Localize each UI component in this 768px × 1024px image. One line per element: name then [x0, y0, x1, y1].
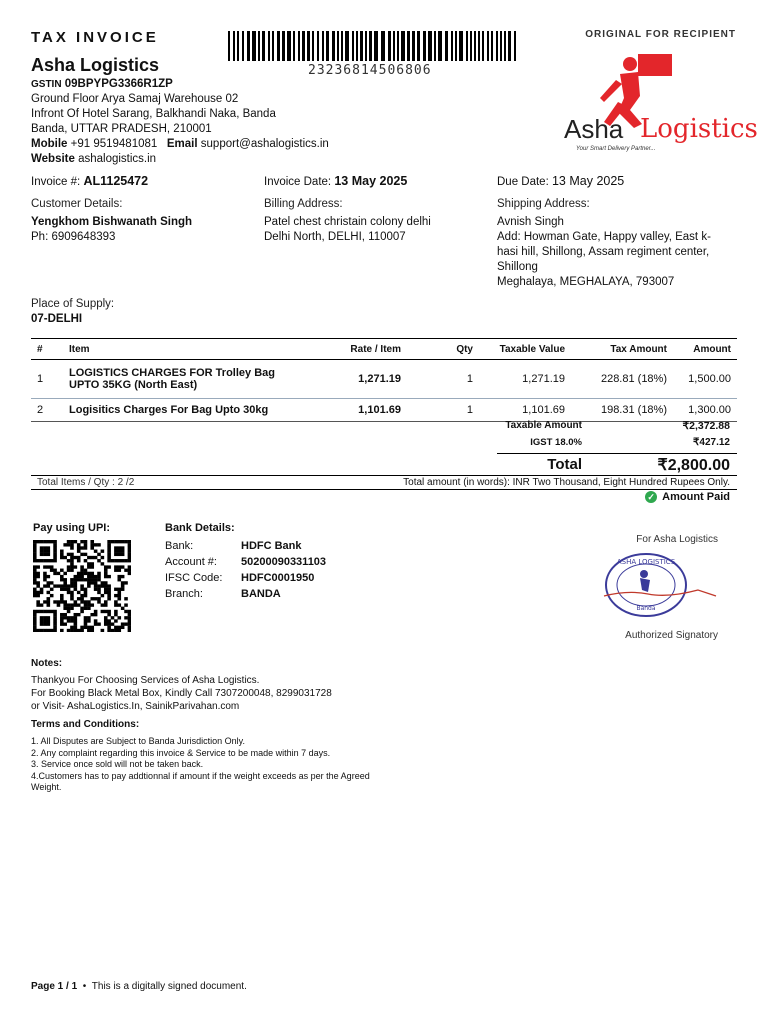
upi-qr-code[interactable] [33, 540, 131, 632]
company-logo [560, 50, 758, 160]
table-row: 2 Logisitics Charges For Bag Upto 30kg 1,101.69 1 1,101.69 198.31 (18%) 1,300.00 [31, 399, 737, 422]
page-number: Page 1 / 1 [31, 981, 78, 992]
svg-text:ASHA LOGISTICS: ASHA LOGISTICS [616, 558, 676, 566]
igst-label: IGST 18.0% [530, 437, 582, 448]
total-label: Total [547, 456, 582, 473]
table-header: # Item Rate / Item Qty Taxable Value Tax Amount Amount [31, 339, 737, 360]
bank-details-label: Bank Details: [165, 522, 235, 534]
check-icon: ✓ [645, 491, 657, 503]
signed-notice: This is a digitally signed document. [91, 981, 247, 992]
bank-details: Bank: HDFC Bank Account #: 50200090331103 IFSC Code: HDFC0001950 Branch: BANDA [165, 540, 327, 600]
total-line [31, 475, 737, 476]
due-date: Due Date: 13 May 2025 [497, 174, 625, 188]
customer-details: Customer Details: Yengkhom Bishwanath Singh Ph: 6909648393 [31, 198, 193, 243]
svg-text:Banda: Banda [636, 605, 656, 612]
authorized-signatory: Authorized Signatory [625, 630, 718, 641]
invoice-number: Invoice #: AL1125472 [31, 174, 149, 188]
total-bottom-line [31, 489, 737, 490]
igst-value: ₹427.12 [693, 437, 730, 448]
place-of-supply: Place of Supply: 07-DELHI [31, 298, 115, 325]
email-link[interactable]: support@ashalogistics.in [200, 138, 329, 150]
company-stamp [598, 550, 720, 620]
total-items-qty: Total Items / Qty : 2 /2 [37, 477, 135, 488]
copy-label: ORIGINAL FOR RECIPIENT [585, 29, 736, 40]
address-line: Banda, UTTAR PRADESH, 210001 [31, 123, 212, 135]
upi-label: Pay using UPI: [33, 522, 111, 534]
total-divider [497, 453, 737, 454]
notes-label: Notes: [31, 658, 63, 669]
logo-text-asha: Asha [564, 114, 624, 144]
company-info [31, 77, 329, 167]
for-company-label: For Asha Logistics [636, 534, 718, 545]
gstin-row: GSTIN 09BPYPG3366R1ZP [31, 78, 173, 90]
items-table [31, 338, 737, 422]
contact-row: Mobile +91 9519481081 Email support@ashalogistics.in [31, 138, 329, 150]
total-value: ₹2,800.00 [657, 457, 730, 474]
taxable-amount-value: ₹2,372.88 [682, 420, 730, 432]
logo-text-logistics: Logistics [640, 114, 758, 144]
amount-in-words: Total amount (in words): INR Two Thousand, Eight Hundred Rupees Only. [403, 477, 730, 488]
table-row: 1 LOGISTICS CHARGES FOR Trolley Bag UPTO 35KG (North East) 1,271.19 1 1,271.19 228.81 (18%) 1,500.00 [31, 360, 737, 399]
company-name: Asha Logistics [31, 55, 160, 75]
taxable-amount-label: Taxable Amount [505, 420, 582, 431]
website-row: Website ashalogistics.in [31, 153, 157, 165]
billing-address: Billing Address: Patel chest christain colony delhi Delhi North, DELHI, 110007 [264, 198, 431, 243]
invoice-date: Invoice Date: 13 May 2025 [264, 174, 408, 188]
website-link[interactable]: ashalogistics.in [78, 153, 157, 165]
barcode [228, 31, 520, 61]
terms-text: 1. All Disputes are Subject to Banda Jurisdiction Only. 2. Any complaint regarding this invoice & Service to be made within 7 days. 3. Service once sold will not be taken back. 4.Customers has to pay addtionnal if amount if the weight exceeds as per the Agreed Weight. [31, 736, 370, 792]
page-footer: Page 1 / 1 • This is a digitally signed document. [31, 981, 247, 992]
address-line: Infront Of Hotel Sarang, Balkhandi Naka, Banda [31, 108, 276, 120]
barcode-number: 23236814506806 [308, 63, 432, 78]
address-line: Ground Floor Arya Samaj Warehouse 02 [31, 93, 239, 105]
terms-label: Terms and Conditions: [31, 719, 140, 730]
amount-paid-badge: ✓ Amount Paid [645, 491, 730, 503]
notes-text: Thankyou For Choosing Services of Asha Logistics. For Booking Black Metal Box, Kindly Call 7307200048, 8299031728 or Visit- AshaLogistics.In, SainikParivahan.com [31, 675, 332, 712]
shipping-address: Shipping Address: Avnish Singh Add: Howman Gate, Happy valley, East k- hasi hill, Shillong, Assam regiment center, Shillong Meghalaya, MEGHALAYA, 793007 [497, 198, 711, 288]
document-title: TAX INVOICE [31, 29, 159, 46]
logo-tagline: Your Smart Delivery Partner... [576, 146, 656, 152]
